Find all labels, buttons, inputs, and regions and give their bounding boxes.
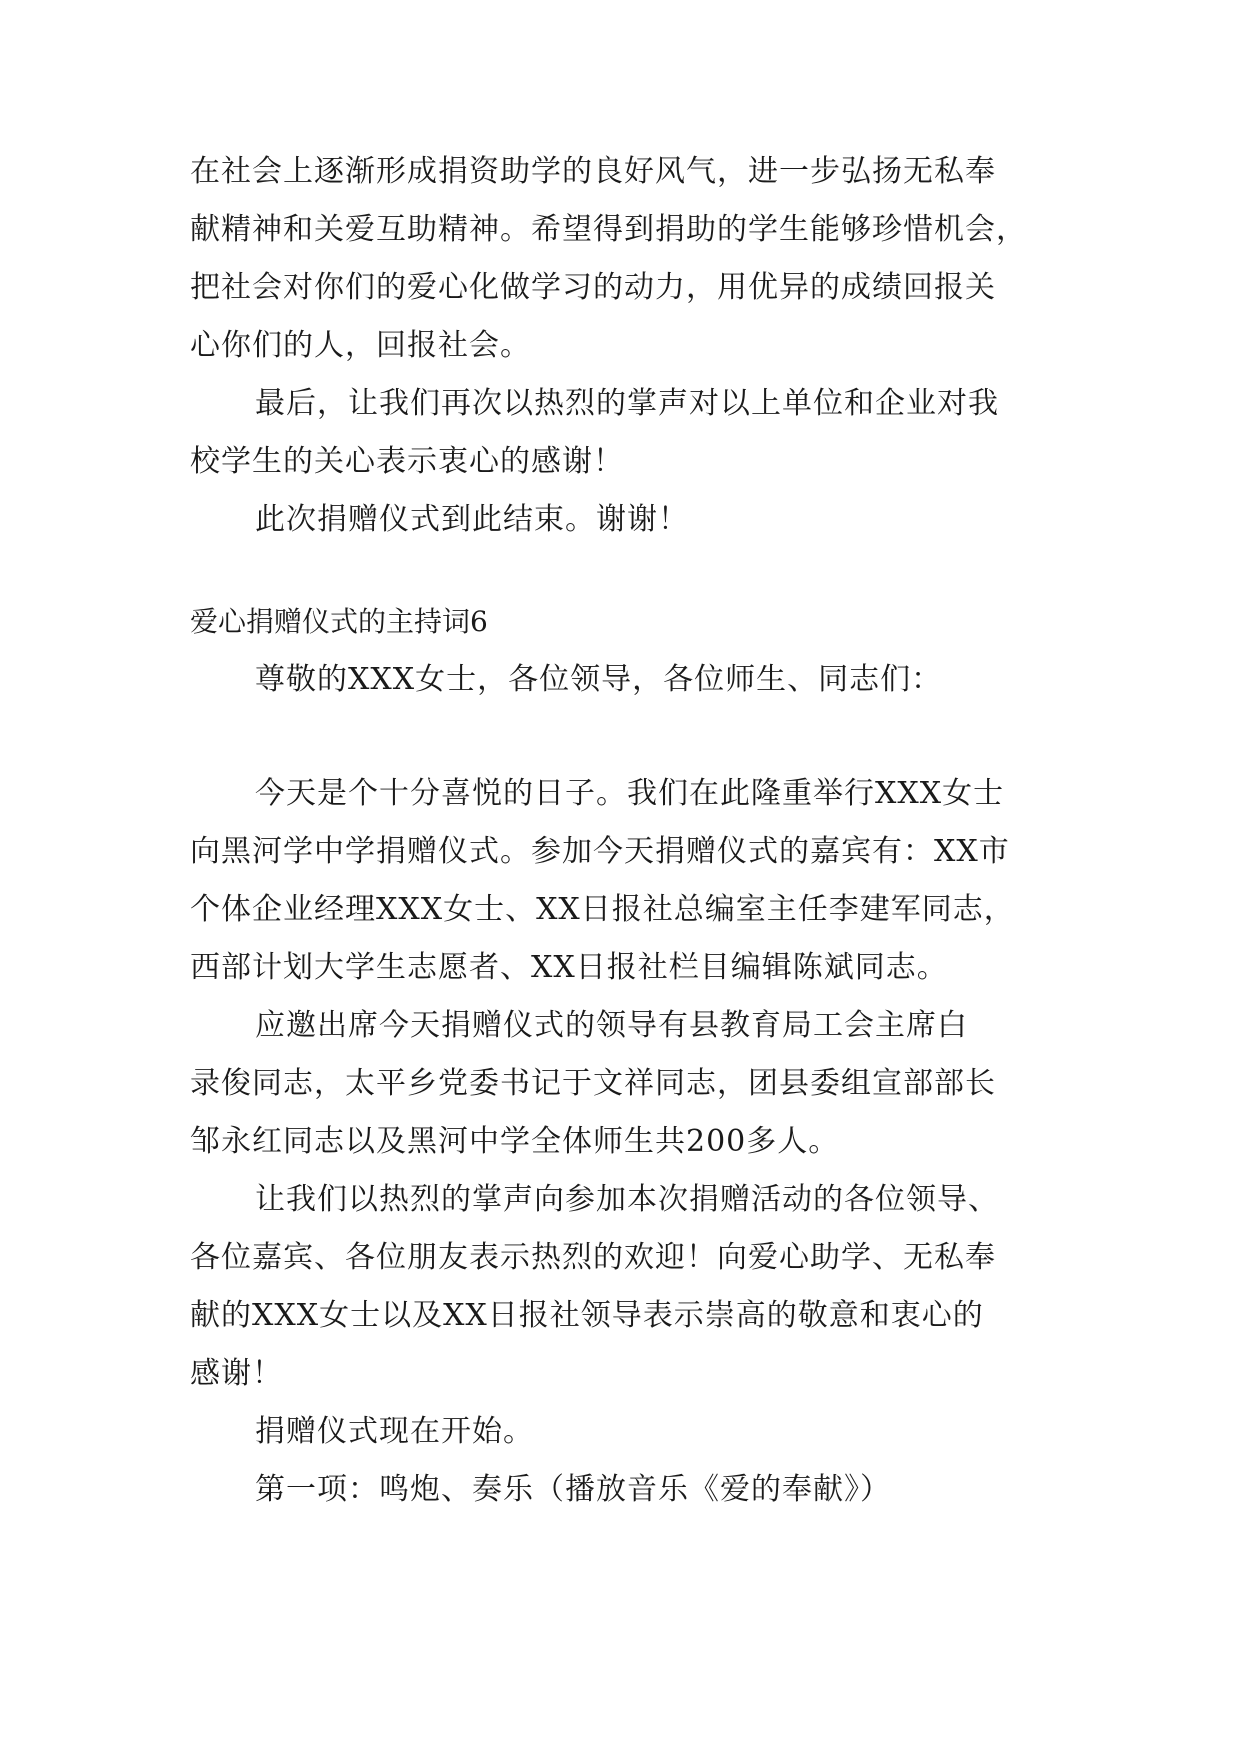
paragraph-line: 各位嘉宾、各位朋友表示热烈的欢迎！向爱心助学、无私奉 <box>190 1240 996 1275</box>
paragraph-line: 此次捐赠仪式到此结束。谢谢！ <box>255 502 689 537</box>
salutation-line: 尊敬的XXX女士，各位领导，各位师生、同志们： <box>255 662 943 697</box>
paragraph-line: 向黑河学中学捐赠仪式。参加今天捐赠仪式的嘉宾有：XX市 <box>190 834 1010 869</box>
paragraph-line: 今天是个十分喜悦的日子。我们在此隆重举行XXX女士 <box>255 776 1005 811</box>
paragraph-line: 把社会对你们的爱心化做学习的动力，用优异的成绩回报关 <box>190 270 996 305</box>
paragraph-line: 西部计划大学生志愿者、XX日报社栏目编辑陈斌同志。 <box>190 950 948 985</box>
paragraph-line: 在社会上逐渐形成捐资助学的良好风气，进一步弘扬无私奉 <box>190 154 996 189</box>
paragraph-line: 让我们以热烈的掌声向参加本次捐赠活动的各位领导、 <box>255 1182 999 1217</box>
paragraph-line: 录俊同志，太平乡党委书记于文祥同志，团县委组宣部部长 <box>190 1066 996 1101</box>
paragraph-line: 个体企业经理XXX女士、XX日报社总编室主任李建军同志， <box>190 892 1015 927</box>
paragraph-line: 感谢！ <box>190 1356 283 1391</box>
paragraph-line: 第一项：鸣炮、奏乐（播放音乐《爱的奉献》） <box>255 1472 891 1507</box>
paragraph-line: 心你们的人，回报社会。 <box>190 328 531 363</box>
section-heading: 爱心捐赠仪式的主持词6 <box>190 605 488 638</box>
paragraph-line: 献的XXX女士以及XX日报社领导表示崇高的敬意和衷心的 <box>190 1298 984 1333</box>
paragraph-line: 献精神和关爱互助精神。希望得到捐助的学生能够珍惜机会， <box>190 212 1027 247</box>
paragraph-line: 校学生的关心表示衷心的感谢！ <box>190 444 624 479</box>
paragraph-line: 邹永红同志以及黑河中学全体师生共200多人。 <box>190 1124 840 1159</box>
paragraph-line: 应邀出席今天捐赠仪式的领导有县教育局工会主席白 <box>255 1008 968 1043</box>
paragraph-line: 捐赠仪式现在开始。 <box>255 1414 534 1449</box>
paragraph-line: 最后，让我们再次以热烈的掌声对以上单位和企业对我 <box>255 386 999 421</box>
